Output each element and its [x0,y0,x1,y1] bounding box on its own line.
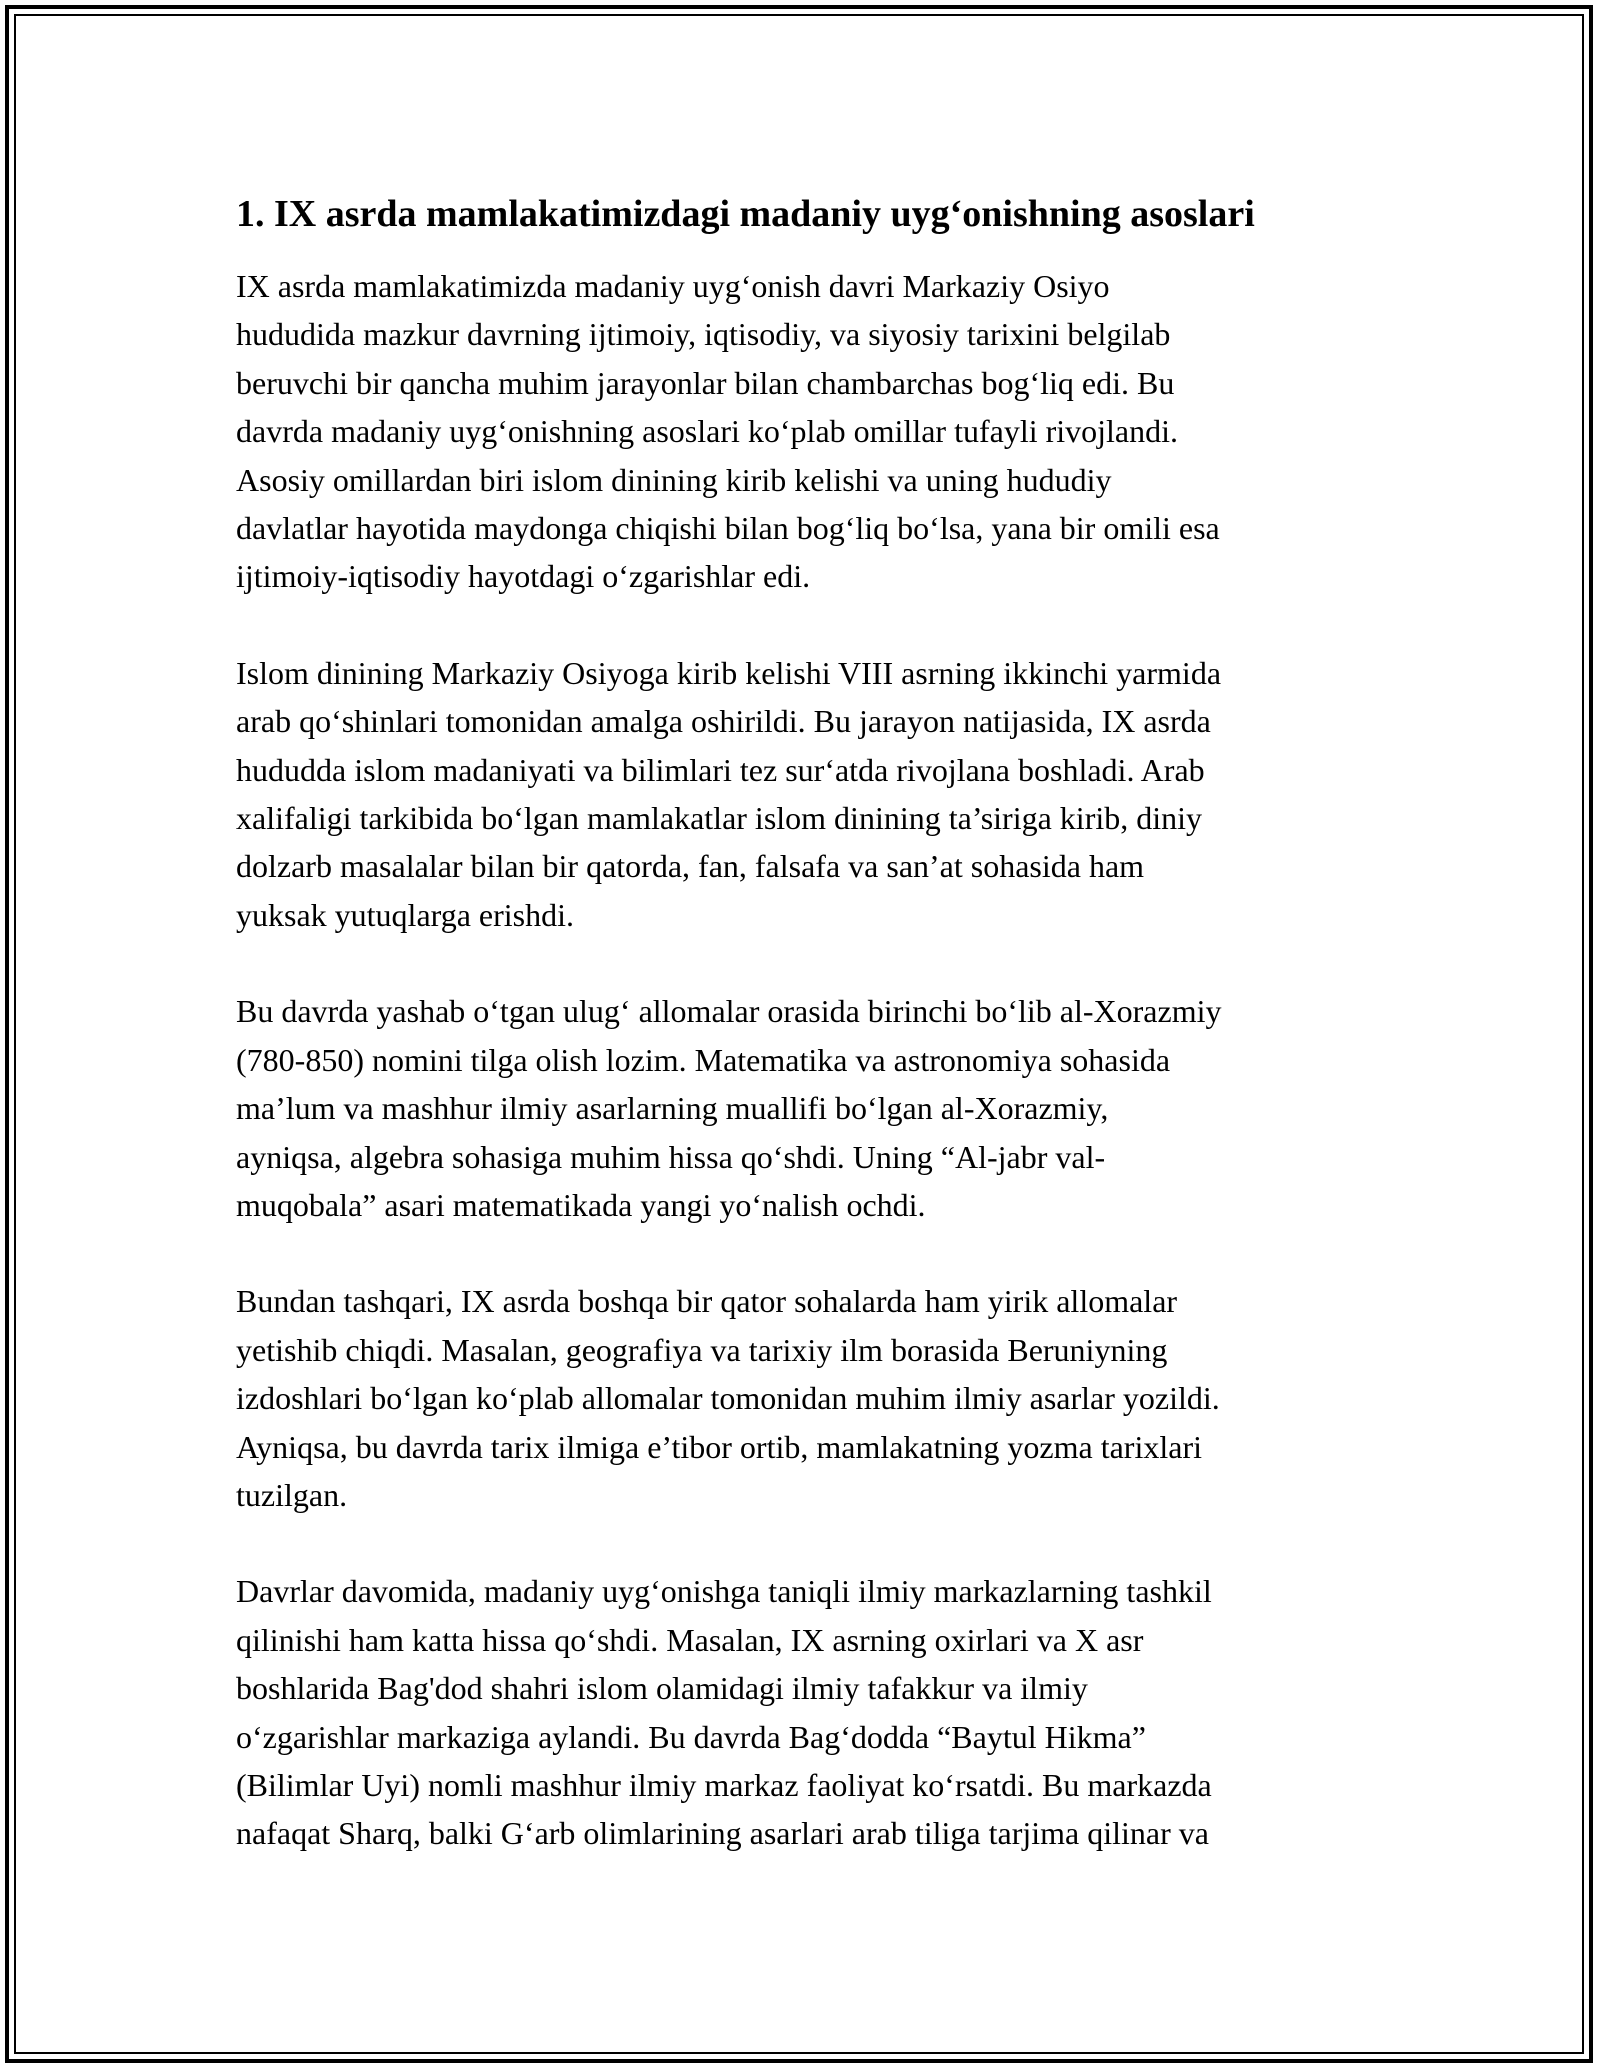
text-line: arab qo‘shinlari tomonidan amalga oshirildi. Bu jarayon natijasida, IX asrda [236,703,1211,740]
text-line: Asosiy omillardan biri islom dinining kirib kelishi va uning hududiy [236,461,1112,498]
text-line: tuzilgan. [236,1476,348,1513]
text-line: ijtimoiy-iqtisodiy hayotdagi o‘zgarishlar edi. [236,558,811,595]
text-line: ma’lum va mashhur ilmiy asarlarning muallifi bo‘lgan al-Xorazmiy, [236,1090,1109,1127]
text-line: ayniqsa, algebra sohasiga muhim hissa qo‘shdi. Uning “Al-jabr val- [236,1138,1106,1175]
paragraph-1 [236,262,1386,601]
text-line: Islom dinining Markaziy Osiyoga kirib kelishi VIII asrning ikkinchi yarmida [236,654,1222,691]
document-body [236,186,1386,1906]
text-line: davlatlar hayotida maydonga chiqishi bilan bog‘liq bo‘lsa, yana bir omili esa [236,510,1220,547]
text-line: dolzarb masalalar bilan bir qatorda, fan, falsafa va san’at sohasida ham [236,848,1145,885]
text-line: qilinishi ham katta hissa qo‘shdi. Masalan, IX asrning oxirlari va X asr [236,1621,1144,1658]
text-line: xalifaligi tarkibida bo‘lgan mamlakatlar islom dinining ta’siriga kirib, diniy [236,800,1203,837]
text-line: Ayniqsa, bu davrda tarix ilmiga e’tibor ortib, mamlakatning yozma tarixlari [236,1428,1202,1465]
text-line: (Bilimlar Uyi) nomli mashhur ilmiy markaz faoliyat ko‘rsatdi. Bu markazda [236,1766,1212,1803]
text-line: muqobala” asari matematikada yangi yo‘nalish ochdi. [236,1186,926,1223]
text-line: Bu davrda yashab o‘tgan ulug‘ allomalar orasida birinchi bo‘lib al-Xorazmiy [236,993,1222,1030]
text-line: hududida mazkur davrning ijtimoiy, iqtisodiy, va siyosiy tarixini belgilab [236,316,1171,353]
paragraph-2 [236,649,1386,939]
text-line: beruvchi bir qancha muhim jarayonlar bilan chambarchas bog‘liq edi. Bu [236,364,1175,401]
text-line: nafaqat Sharq, balki G‘arb olimlarining asarlari arab tiliga tarjima qilinar va [236,1815,1209,1852]
text-line: yuksak yutuqlarga erishdi. [236,896,575,933]
paragraph-5 [236,1567,1386,1857]
text-line: o‘zgarishlar markaziga aylandi. Bu davrda Bag‘dodda “Baytul Hikma” [236,1718,1146,1755]
text-line: (780-850) nomini tilga olish lozim. Matematika va astronomiya sohasida [236,1041,1171,1078]
text-line: Bundan tashqari, IX asrda boshqa bir qator sohalarda ham yirik allomalar [236,1283,1178,1320]
text-line: Davrlar davomida, madaniy uyg‘onishga taniqli ilmiy markazlarning tashkil [236,1573,1212,1610]
text-line: davrda madaniy uyg‘onishning asoslari ko‘plab omillar tufayli rivojlandi. [236,413,1179,450]
section-heading: 1. IX asrda mamlakatimizdagi madaniy uyg‘onishning asoslari [236,193,1255,235]
text-line: izdoshlari bo‘lgan ko‘plab allomalar tomonidan muhim ilmiy asarlar yozildi. [236,1380,1220,1417]
text-line: yetishib chiqdi. Masalan, geografiya va tarixiy ilm borasida Beruniyning [236,1331,1168,1368]
text-line: boshlarida Bag'dod shahri islom olamidagi ilmiy tafakkur va ilmiy [236,1670,1088,1707]
text-line: IX asrda mamlakatimizda madaniy uyg‘onish davri Markaziy Osiyo [236,268,1110,304]
text-line: hududda islom madaniyati va bilimlari tez sur‘atda rivojlana boshladi. Arab [236,751,1205,788]
paragraph-3 [236,987,1386,1229]
paragraph-4 [236,1277,1386,1519]
